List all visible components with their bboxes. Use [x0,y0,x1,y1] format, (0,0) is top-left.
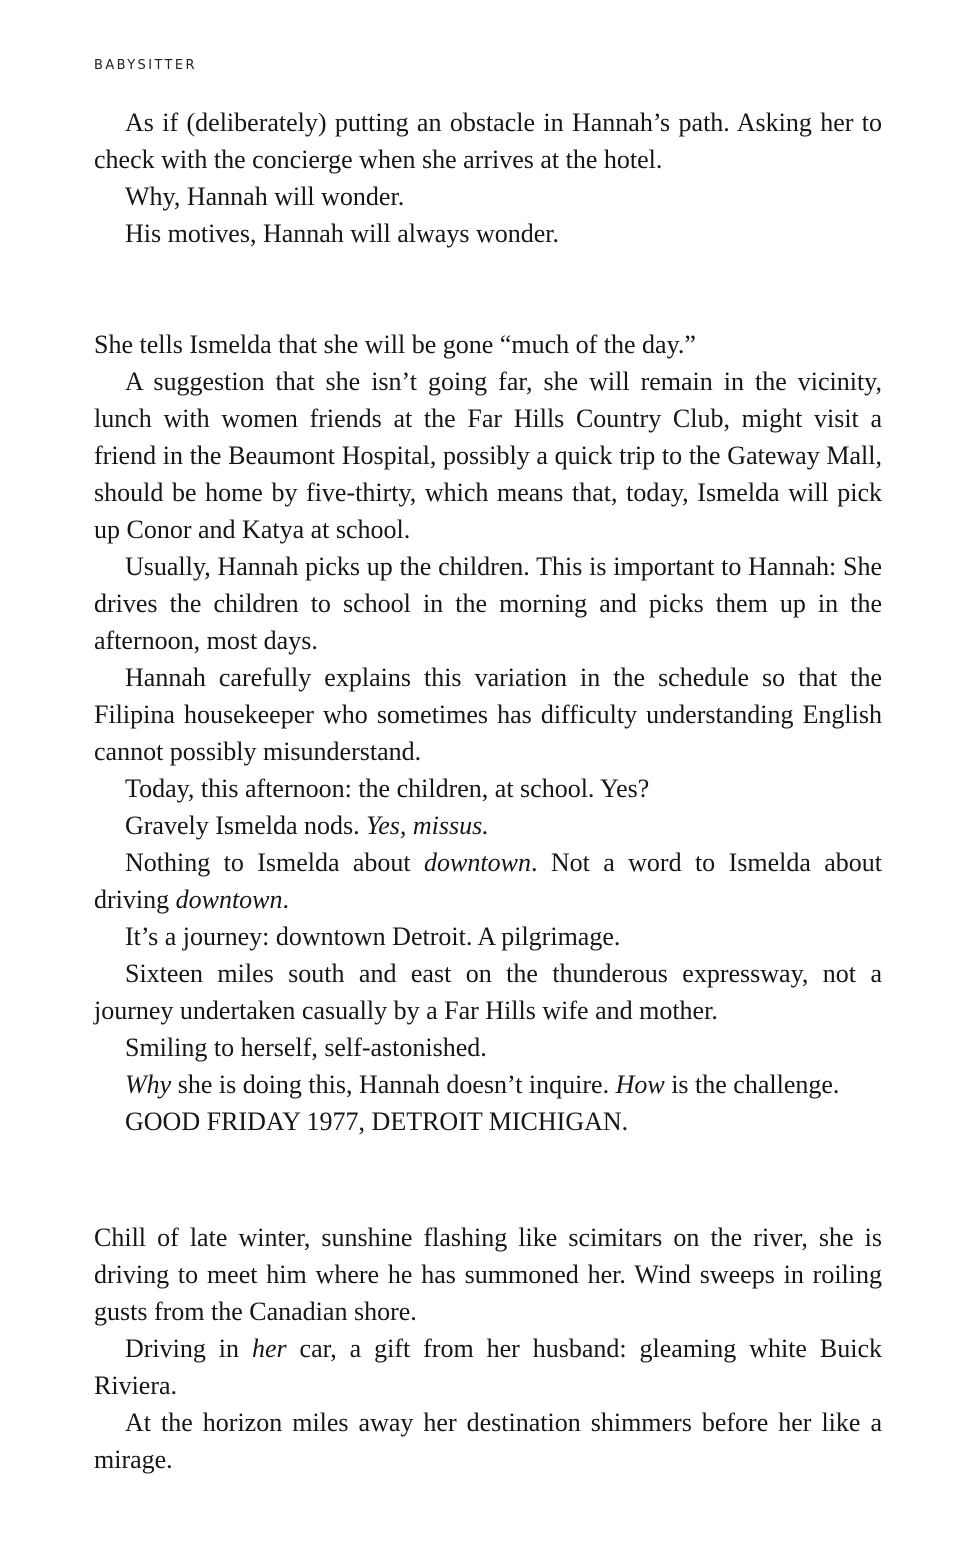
paragraph: Smiling to herself, self-astonished. [125,1033,487,1062]
paragraph: His motives, Hannah will always wonder. [125,219,559,248]
paragraph: GOOD FRIDAY 1977, DETROIT MICHIGAN. [125,1107,629,1136]
paragraph [94,807,882,844]
text-run: is the challenge. [664,1070,840,1099]
text-run: . [282,885,290,914]
paragraph: At the horizon miles away her destination shimmers before her like a mirage. [94,1408,882,1474]
text-run: Gravely Ismelda nods. [125,811,367,840]
paragraph: Sixteen miles south and east on the thunderous expressway, not a journey undertaken casually by a Far Hills wife and mother. [94,959,882,1025]
paragraph: It’s a journey: downtown Detroit. A pilgrimage. [125,922,621,951]
italic-run: Why [125,1070,172,1099]
italic-run: her [251,1334,287,1363]
text-run: . Not a word to Ismelda about driving [94,848,883,914]
text-run: Nothing to Ismelda about [125,848,425,877]
text-run: car, a gift from her husband: gleaming white Buick Riviera. [94,1334,882,1400]
italic-run: How [615,1070,665,1099]
text-run: Driving in [125,1334,252,1363]
italic-run: Yes, missus. [366,811,489,840]
text-run: she is doing this, Hannah doesn’t inquire. [171,1070,616,1099]
running-head: BABYSITTER [94,58,197,73]
paragraph: She tells Ismelda that she will be gone “much of the day.” [94,330,696,359]
paragraph: Chill of late winter, sunshine flashing like scimitars on the river, she is driving to meet him where he has summoned her. Wind sweeps in roiling gusts from the Canadian shore. [94,1223,882,1326]
italic-run: downtown [175,885,283,914]
section-3 [94,1219,882,1478]
paragraph: Usually, Hannah picks up the children. This is important to Hannah: She drives the children to school in the morning and picks them up in the afternoon, most days. [94,552,882,655]
paragraph: Today, this afternoon: the children, at school. Yes? [125,774,650,803]
paragraph: As if (deliberately) putting an obstacle in Hannah’s path. Asking her to check with the concierge when she arrives at the hotel. [94,108,882,174]
section-1 [94,104,882,252]
italic-run: downtown [424,848,531,877]
section-2 [94,326,882,1140]
paragraph: A suggestion that she isn’t going far, she will remain in the vicinity, lunch with women friends at the Far Hills Country Club, might visit a friend in the Beaumont Hospital, possibly a quick trip to the Gateway Mall, should be home by five-thirty, which means that, today, Ismelda will pick up Conor and Katya at school. [94,367,882,544]
paragraph [94,1066,882,1103]
paragraph: Why, Hannah will wonder. [125,182,405,211]
paragraph [94,1330,882,1404]
paragraph [94,844,882,918]
paragraph: Hannah carefully explains this variation in the schedule so that the Filipina housekeeper who sometimes has difficulty understanding English cannot possibly misunderstand. [94,663,882,766]
